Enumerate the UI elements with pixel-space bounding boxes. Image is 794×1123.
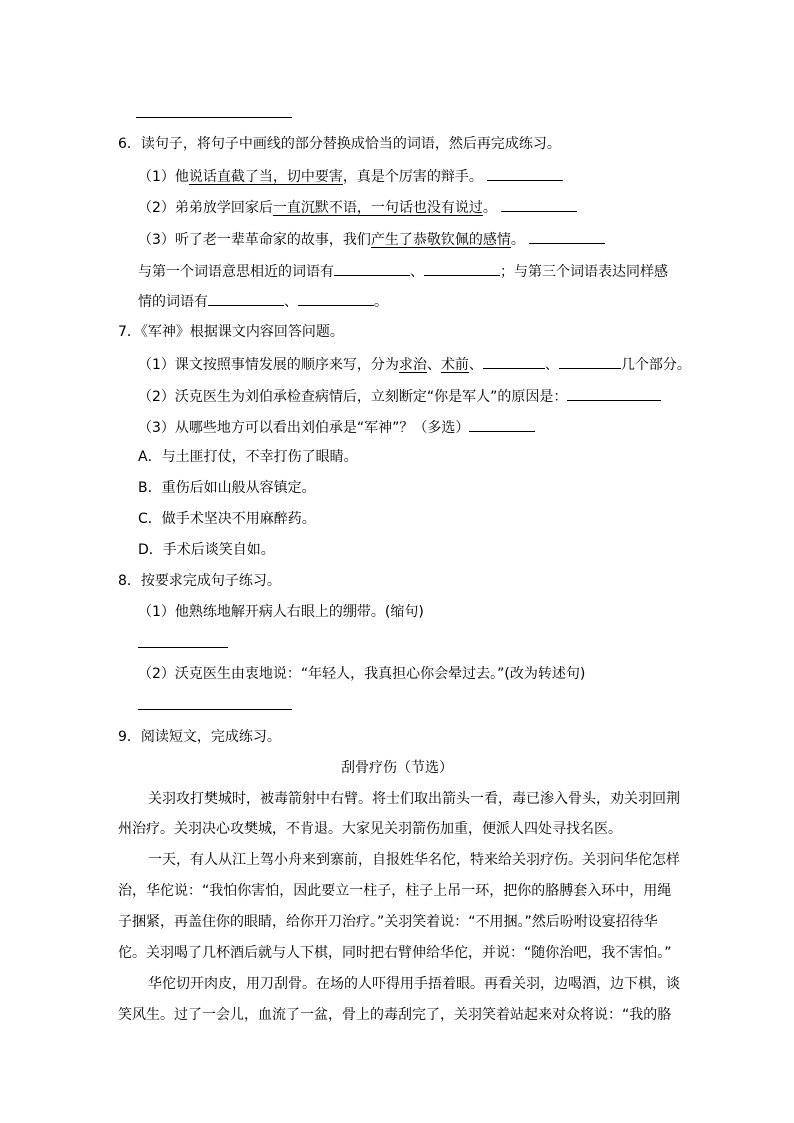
q6-follow2-blank-1[interactable] bbox=[208, 290, 284, 306]
q7-s1-sep: 、 bbox=[426, 357, 441, 373]
q7-s1-blank-1[interactable] bbox=[483, 353, 545, 369]
q7-sentence-2 bbox=[138, 385, 661, 405]
q7-s2-text: （2）沃克医生为刘伯承检查病情后，立刻断定“你是军人”的原因是： bbox=[138, 389, 568, 405]
q6-s2-pre: （2）弟弟放学回家后 bbox=[138, 200, 273, 216]
q6-sentence-2 bbox=[138, 196, 577, 216]
q8-stem: 8．按要求完成句子练习。 bbox=[118, 573, 281, 589]
passage-line-7: 华佗切开肉皮，用刀刮骨。在场的人吓得用手捂着眼。再看关羽，边喝酒，边下棋，谈 bbox=[148, 976, 680, 992]
q7-s3-text: （3）从哪些地方可以看出刘伯承是“军神”？（多选） bbox=[138, 420, 470, 436]
q6-stem: 6．读句子，将句子中画线的部分替换成恰当的词语，然后再完成练习。 bbox=[118, 136, 561, 152]
passage-line-5: 子捆紧，再盖住你的眼睛，给你开刀治疗。”关羽笑着说：“不用捆。”然后吩咐设宴招待华 bbox=[118, 914, 658, 930]
q7-sentence-1 bbox=[138, 353, 691, 373]
q8-answer-line-1[interactable] bbox=[138, 632, 228, 652]
passage-line-4: 治，华佗说：“我怕你害怕，因此要立一柱子，柱子上吊一环，把你的胳膊套入环中，用绳 bbox=[118, 883, 672, 899]
q6-follow2-blank-2[interactable] bbox=[298, 290, 374, 306]
q6-follow2-end: 。 bbox=[374, 294, 388, 310]
q8-blank-2[interactable] bbox=[138, 694, 292, 710]
q6-follow-line-1 bbox=[138, 260, 668, 280]
q6-follow1-sep: 、 bbox=[410, 264, 424, 280]
q6-s1-post: ，真是个厉害的辩手。 bbox=[342, 169, 483, 185]
passage-line-1: 关羽攻打樊城时，被毒箭射中右臂。将士们取出箭头一看，毒已渗入骨头，劝关羽回荆 bbox=[148, 791, 680, 807]
q7-s1-sep-2: 、 bbox=[468, 357, 483, 373]
q6-sentence-3 bbox=[138, 228, 605, 248]
q7-s1-part-2: 术前 bbox=[440, 357, 469, 373]
q7-option-b[interactable]: B．重伤后如山般从容镇定。 bbox=[138, 480, 316, 496]
q6-s1-pre: （1）他 bbox=[138, 169, 189, 185]
q8-sentence-1: （1）他熟练地解开病人右眼上的绷带。(缩句) bbox=[138, 604, 424, 620]
q7-s1-blank-2[interactable] bbox=[559, 353, 621, 369]
q6-follow1-text-c: ；与第三个词语表达同样感 bbox=[500, 264, 668, 280]
q6-s1-underlined: 说话直截了当，切中要害 bbox=[188, 169, 343, 185]
q7-option-c[interactable]: C．做手术坚决不用麻醉药。 bbox=[138, 511, 316, 527]
q7-s1-part-1: 求治 bbox=[398, 357, 427, 373]
passage-title: 刮骨疗伤（节选） bbox=[341, 760, 453, 776]
passage-line-8: 笑风生。过了一会儿，血流了一盆，骨上的毒刮完了，关羽笑着站起来对众将说：“我的胳 bbox=[118, 1007, 672, 1023]
passage-line-2: 州治疗。关羽决心攻樊城，不肯退。大家见关羽箭伤加重，便派人四处寻找名医。 bbox=[118, 821, 622, 837]
q6-s3-blank[interactable] bbox=[529, 228, 605, 244]
q6-follow1-blank-1[interactable] bbox=[334, 260, 410, 276]
q7-s2-blank[interactable] bbox=[567, 385, 661, 401]
q7-s1-sep-3: 、 bbox=[544, 357, 559, 373]
q6-sentence-1 bbox=[138, 165, 563, 185]
q7-stem: 7．《军神》根据课文内容回答问题。 bbox=[118, 324, 344, 340]
q6-s2-post: 。 bbox=[482, 200, 497, 216]
q6-s3-post: 。 bbox=[510, 232, 525, 248]
q8-blank-1[interactable] bbox=[138, 632, 228, 648]
q6-s2-blank[interactable] bbox=[501, 196, 577, 212]
q6-s2-underlined: 一直沉默不语，一句话也没有说过 bbox=[272, 200, 483, 216]
q6-follow1-text-a: 与第一个词语意思相近的词语有 bbox=[138, 264, 334, 280]
q6-follow1-blank-2[interactable] bbox=[424, 260, 500, 276]
q6-follow2-text-a: 情的词语有 bbox=[138, 294, 208, 310]
q7-s3-blank[interactable] bbox=[469, 416, 535, 432]
q9-stem: 9．阅读短文，完成练习。 bbox=[118, 729, 281, 745]
q7-option-a[interactable]: A．与土匪打仗，不幸打伤了眼睛。 bbox=[138, 449, 358, 465]
answer-blank[interactable] bbox=[136, 102, 292, 118]
q7-sentence-3 bbox=[138, 416, 535, 436]
q7-option-d[interactable]: D．手术后谈笑自如。 bbox=[138, 542, 275, 558]
q8-sentence-2: （2）沃克医生由衷地说：“年轻人，我真担心你会晕过去。”(改为转述句) bbox=[138, 666, 586, 682]
passage-line-6: 佗。关羽喝了几杯酒后就与人下棋，同时把右臂伸给华佗，并说：“随你治吧，我不害怕。” bbox=[118, 945, 672, 961]
q6-follow2-sep: 、 bbox=[284, 294, 298, 310]
q7-s1-post: 几个部分。 bbox=[620, 357, 691, 373]
answer-line-top[interactable] bbox=[136, 102, 292, 122]
q7-s1-pre: （1）课文按照事情发展的顺序来写，分为 bbox=[138, 357, 399, 373]
passage-line-3: 一天，有人从江上驾小舟来到寨前，自报姓华名佗，特来给关羽疗伤。关羽问华佗怎样 bbox=[148, 852, 680, 868]
q6-follow-line-2 bbox=[138, 290, 388, 310]
q8-answer-line-2[interactable] bbox=[138, 694, 292, 714]
q6-s3-underlined: 产生了恭敬钦佩的感情 bbox=[370, 232, 511, 248]
q6-s1-blank[interactable] bbox=[487, 165, 563, 181]
q6-s3-pre: （3）听了老一辈革命家的故事，我们 bbox=[138, 232, 371, 248]
